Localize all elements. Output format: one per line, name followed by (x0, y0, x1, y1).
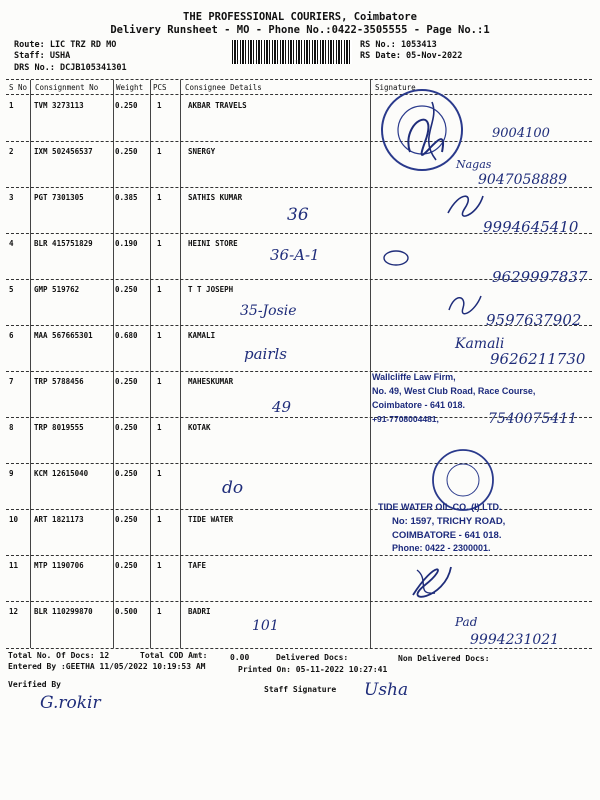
row-divider (6, 463, 592, 464)
row-consignment-no: MAA 567665301 (34, 331, 93, 340)
handwritten-door-no: 36 (287, 205, 309, 225)
row-consignment-no: TVM 3273113 (34, 101, 84, 110)
row-sno: 5 (9, 285, 14, 294)
row-consignment-no: GMP 519762 (34, 285, 80, 294)
row-weight: 0.250 (115, 469, 138, 478)
row-divider (6, 509, 592, 510)
row-weight: 0.500 (115, 607, 138, 616)
company-stamp-line: Phone: 0422 - 2300001. (392, 543, 491, 553)
row-consignee: TIDE WATER (188, 515, 234, 524)
company-stamp-line: No: 1597, TRICHY ROAD, (392, 516, 506, 527)
col-divider (113, 80, 114, 648)
company-stamp-line: COIMBATORE - 641 018. (392, 530, 502, 541)
row-consignment-no: BLR 110299870 (34, 607, 93, 616)
handwritten-phone: 7540075411 (488, 411, 578, 427)
row-consignee: SATHIS KUMAR (188, 193, 243, 202)
row-sno: 10 (9, 515, 19, 524)
row-consignee: MAHESKUMAR (188, 377, 234, 386)
row-weight: 0.250 (115, 423, 138, 432)
handwritten-door-no: 101 (252, 618, 279, 634)
handwritten-name: Kamali (455, 336, 505, 352)
handwritten-phone: 9994645410 (483, 218, 579, 236)
signature-scribble (445, 188, 485, 218)
handwritten-door-no: 36-A-1 (270, 246, 320, 264)
row-divider (6, 601, 592, 602)
handwritten-phone: 9994231021 (470, 632, 560, 648)
staff-signature: Usha (364, 680, 409, 700)
row-pcs: 1 (157, 423, 162, 432)
col-sno-header: S No (9, 83, 28, 92)
row-consignee: KAMALI (188, 331, 216, 340)
handwritten-note: pairls (244, 345, 288, 363)
row-consignee: SNERGY (188, 147, 216, 156)
row-weight: 0.250 (115, 285, 138, 294)
law-firm-stamp-line: Wallcliffe Law Firm, (372, 372, 456, 382)
row-sno: 9 (9, 469, 14, 478)
row-pcs: 1 (157, 331, 162, 340)
row-pcs: 1 (157, 377, 162, 386)
row-pcs: 1 (157, 515, 162, 524)
handwritten-phone: 9047058889 (478, 172, 568, 188)
row-consignee: AKBAR TRAVELS (188, 101, 247, 110)
row-consignment-no: IXM 502456537 (34, 147, 93, 156)
row-weight: 0.385 (115, 193, 138, 202)
handwritten-name: Pad (455, 615, 478, 629)
row-weight: 0.190 (115, 239, 138, 248)
table-header-line (6, 94, 592, 95)
row-pcs: 1 (157, 561, 162, 570)
col-divider (180, 80, 181, 648)
row-sno: 11 (9, 561, 19, 570)
row-pcs: 1 (157, 607, 162, 616)
company-line: THE PROFESSIONAL COURIERS, Coimbatore (183, 11, 417, 23)
runsheet-title: Delivery Runsheet - MO - Phone No.:0422-3505555 - Page No.:1 (110, 24, 490, 36)
row-consignment-no: TRP 8019555 (34, 423, 84, 432)
row-pcs: 1 (157, 285, 162, 294)
row-sno: 8 (9, 423, 14, 432)
row-sno: 1 (9, 101, 14, 110)
row-sno: 7 (9, 377, 14, 386)
table-top-line (6, 79, 592, 80)
handwritten-door-no: 35-Josie (240, 303, 297, 319)
signature-scribble (405, 555, 455, 600)
row-consignment-no: PGT 7301305 (34, 193, 84, 202)
row-divider (6, 555, 592, 556)
law-firm-stamp-line: +91-7708004481, (372, 414, 439, 424)
non-delivered-docs: Non Delivered Docs: (398, 654, 490, 663)
table-bottom-line (6, 648, 592, 649)
barcode (232, 40, 352, 64)
delivered-docs: Delivered Docs: (276, 653, 349, 662)
row-weight: 0.250 (115, 147, 138, 156)
row-pcs: 1 (157, 239, 162, 248)
row-pcs: 1 (157, 147, 162, 156)
row-pcs: 1 (157, 469, 162, 478)
row-consignment-no: TRP 5788456 (34, 377, 84, 386)
row-consignee: T T JOSEPH (188, 285, 234, 294)
entered-by: Entered By :GEETHA 11/05/2022 10:19:53 AM (8, 662, 206, 671)
drs-label: DRS No.: DCJB105341301 (14, 63, 127, 73)
handwritten-phone: 9626211730 (490, 350, 586, 368)
col-pcs-header: PCS (153, 83, 167, 92)
row-pcs: 1 (157, 193, 162, 202)
total-docs: Total No. Of Docs: 12 (8, 651, 110, 660)
verified-by-label: Verified By (8, 680, 61, 689)
handwritten-note: do (222, 478, 244, 498)
verifier-signature: G.rokir (40, 693, 101, 713)
printed-on: Printed On: 05-11-2022 10:27:41 (238, 665, 388, 674)
col-divider (30, 80, 31, 648)
row-weight: 0.250 (115, 101, 138, 110)
handwritten-phone: 9004100 (492, 126, 550, 141)
law-firm-stamp-line: Coimbatore - 641 018. (372, 400, 466, 410)
row-pcs: 1 (157, 101, 162, 110)
col-weight-header: Weight (116, 83, 144, 92)
total-cod-value: 0.00 (230, 653, 250, 662)
row-consignment-no: KCM 12615040 (34, 469, 89, 478)
row-weight: 0.250 (115, 377, 138, 386)
staff-signature-label: Staff Signature (264, 685, 337, 694)
row-consignment-no: BLR 415751829 (34, 239, 93, 248)
company-stamp-line: TIDE WATER OIL CO. (I) LTD. (378, 502, 502, 512)
row-weight: 0.680 (115, 331, 138, 340)
row-weight: 0.250 (115, 561, 138, 570)
col-consignee-header: Consignee Details (185, 83, 262, 92)
col-consignment-header: Consignment No (35, 83, 99, 92)
handwritten-phone: 9629997837 (492, 268, 588, 286)
col-signature-header: Signature (375, 83, 416, 92)
route-label: Route: LIC TRZ RD MO (14, 40, 117, 50)
rs-date: RS Date: 05-Nov-2022 (360, 51, 463, 61)
row-sno: 4 (9, 239, 14, 248)
row-consignment-no: MTP 1190706 (34, 561, 84, 570)
handwritten-phone: 9597637902 (486, 311, 582, 329)
total-cod-label: Total COD Amt: (140, 651, 208, 660)
row-sno: 6 (9, 331, 14, 340)
row-consignee: BADRI (188, 607, 211, 616)
signature-scribble (445, 290, 485, 315)
law-firm-stamp-line: No. 49, West Club Road, Race Course, (372, 386, 536, 396)
row-consignment-no: ART 1821173 (34, 515, 84, 524)
handwritten-door-no: 49 (272, 398, 292, 416)
row-weight: 0.250 (115, 515, 138, 524)
rs-number: RS No.: 1053413 (360, 40, 437, 50)
row-sno: 12 (9, 607, 19, 616)
row-consignee: KOTAK (188, 423, 211, 432)
col-divider (150, 80, 151, 648)
signature-scribble (382, 248, 412, 268)
staff-label: Staff: USHA (14, 51, 71, 61)
row-divider (6, 141, 592, 142)
handwritten-name: Nagas (456, 158, 492, 171)
row-divider (6, 371, 592, 372)
row-sno: 3 (9, 193, 14, 202)
row-consignee: TAFE (188, 561, 207, 570)
row-consignee: HEINI STORE (188, 239, 238, 248)
row-sno: 2 (9, 147, 14, 156)
